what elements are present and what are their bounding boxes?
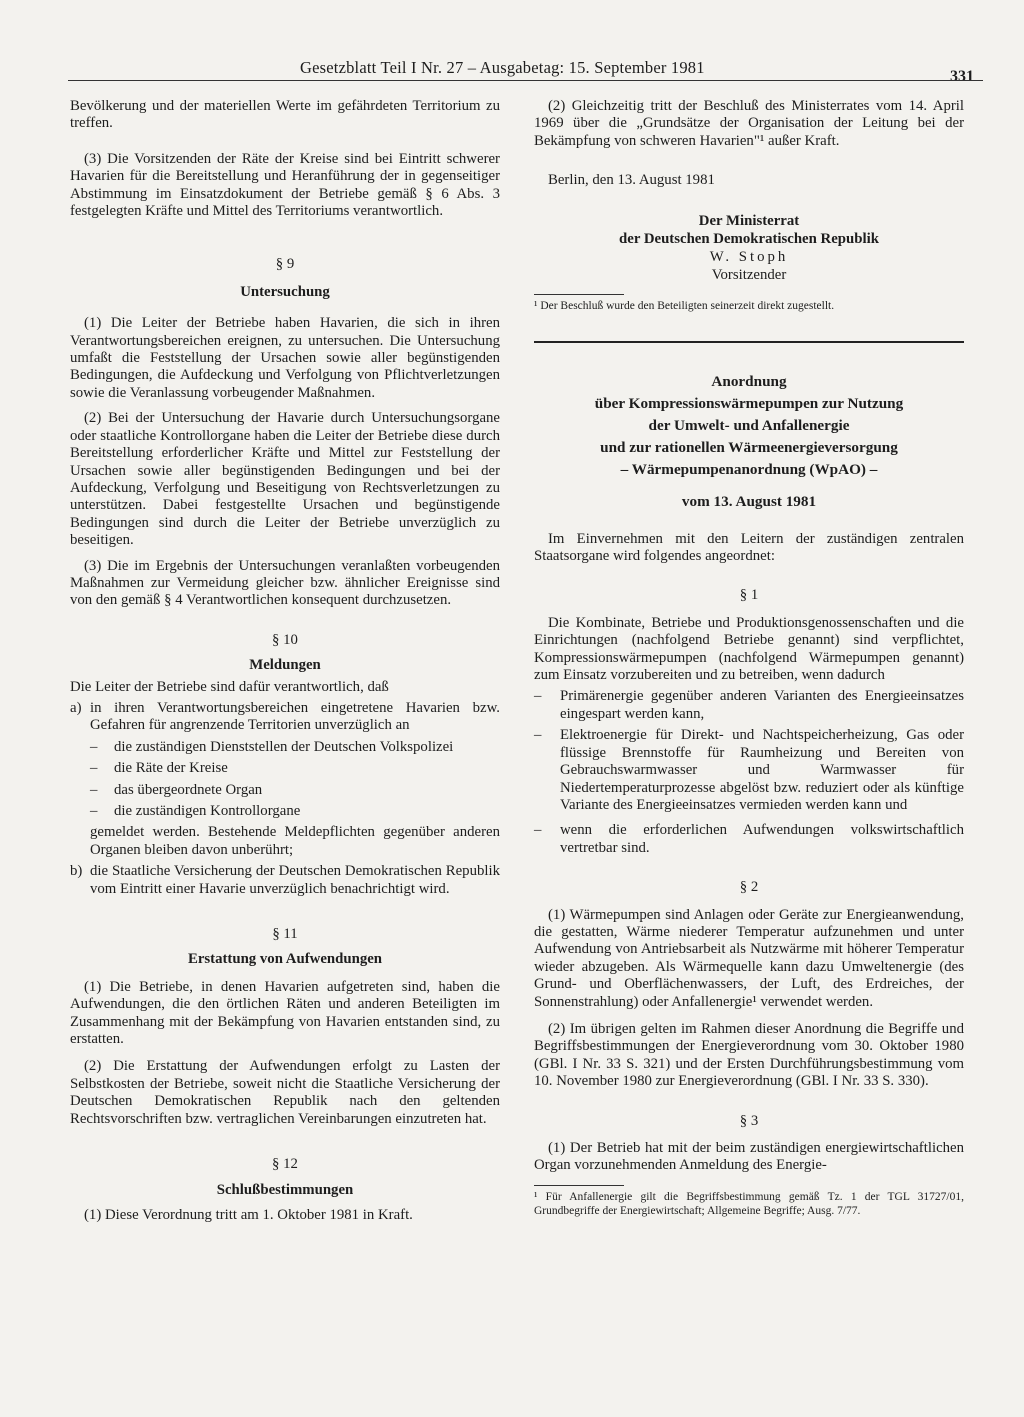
title-date: vom 13. August 1981 xyxy=(681,492,817,510)
list-marker-b: b) xyxy=(70,863,83,880)
sublist-text: das übergeordnete Organ xyxy=(114,781,263,798)
title-line: – Wärmepumpenanordnung (WpAO) – xyxy=(620,460,878,478)
header-rule xyxy=(68,80,983,81)
regulation-title xyxy=(534,371,964,513)
sublist-item xyxy=(70,739,500,756)
paragraph-11-1: (1) Die Betriebe, in denen Havarien aufgetreten sind, haben die Aufwendungen, die den örtlichen Räten und anderen Beteiligten im Zusammenhang mit der Bekämpfung von Havarien entstanden sind, zu erstatten. xyxy=(70,978,500,1048)
list-item-b xyxy=(70,863,500,898)
signature-body: Der Ministerrat xyxy=(698,212,800,229)
list-marker-a: a) xyxy=(70,699,82,716)
section-9-number: § 9 xyxy=(275,256,295,273)
paragraph-continued: Bevölkerung und der materiellen Werte im gefährdeten Territorium zu treffen. xyxy=(70,98,500,132)
list-text: Elektroenergie für Direkt- und Nachtspeicherheizung, Gas oder flüssige Brennstoffe für Raumheizung und Bereiten von Gebrauchswarmwasser und Warmwasser für Niedertemperaturprozesse abgelöst bzw. reduziert oder als künftige Variante des Energieeinsatzes vermieden werden kann und xyxy=(560,727,964,813)
section-9-title: Untersuchung xyxy=(240,283,330,300)
list-text-a: in ihren Verantwortungsbereichen eingetretene Havarien bzw. Gefahren für angrenzende Territorien unverzüglich an xyxy=(90,699,500,734)
sublist-text: die Räte der Kreise xyxy=(114,760,228,777)
list-text: wenn die erforderlichen Aufwendungen volkswirtschaftlich vertretbar sind. xyxy=(560,822,964,856)
dash-marker: – xyxy=(534,727,542,744)
section-2-number: § 2 xyxy=(739,879,759,896)
dash-marker: – xyxy=(534,822,542,839)
sublist-text: die zuständigen Kontrollorgane xyxy=(114,803,301,819)
paragraph-2-1: (1) Wärmepumpen sind Anlagen oder Geräte zur Energieanwendung, die gestatten, Wärme niederer Temperatur aufzunehmen und unter Aufwendung von Antriebsarbeit als Nutzwärme mit höherer Temperatur wieder abzugeben. Als Wärmequelle kann dazu Umweltenergie (des Grund- und Oberflächenwassers, der Luft, des Erdreiches, der Sonnenstrahlung) oder Anfallenergie¹ verwendet werden. xyxy=(534,906,964,1010)
section-11-number: § 11 xyxy=(272,926,298,943)
paragraph-2-2: (2) Im übrigen gelten im Rahmen dieser Anordnung die Begriffe und Begriffsbestimmungen der Energieverordnung vom 30. Oktober 1980 (GBl. I Nr. 33 S. 321) und der Ersten Durchführungsbestimmung vom 10. November 1980 zur Energieverordnung (GBl. I Nr. 33 S. 330). xyxy=(534,1020,964,1090)
signature-body-2: der Deutschen Demokratischen Republik xyxy=(619,230,879,247)
sublist-item xyxy=(70,760,500,777)
place-date: Berlin, den 13. August 1981 xyxy=(548,172,715,189)
footnote-rule xyxy=(534,294,624,295)
paragraph-8-3: (3) Die Vorsitzenden der Räte der Kreise sind bei Eintritt schwerer Havarien für die Bereitstellung und Heranführung der in gegenseitiger Abstimmung im Einsatzdokument der Betriebe gemäß § 6 Abs. 3 festgelegten Kräfte und Mittel des Territoriums verantwortlich. xyxy=(70,150,500,220)
section-10-title: Meldungen xyxy=(249,657,321,674)
section-12-number: § 12 xyxy=(272,1156,298,1173)
footnote-1: ¹ Der Beschluß wurde den Beteiligten seinerzeit direkt zugestellt. xyxy=(534,299,835,312)
section-12-title: Schlußbestimmungen xyxy=(216,1181,354,1198)
right-column xyxy=(534,98,964,1218)
header-title: Gesetzblatt Teil I Nr. 27 – Ausgabetag: 15. September 1981 xyxy=(300,58,705,77)
sublist-item xyxy=(70,803,500,820)
paragraph-9-3: (3) Die im Ergebnis der Untersuchungen veranlaßten vorbeugenden Maßnahmen zur Vermeidung gleicher bzw. ähnlicher Ereignisse sind von den gemäß § 4 Verantwortlichen konsequent durchzusetzen. xyxy=(70,557,500,609)
paragraph-12-1: (1) Diese Verordnung tritt am 1. Oktober 1981 in Kraft. xyxy=(84,1206,413,1223)
page-number: 331 xyxy=(950,68,974,85)
section-11-title: Erstattung von Aufwendungen xyxy=(187,951,383,968)
title-line: und zur rationellen Wärmeenergieversorgung xyxy=(600,438,898,456)
dash-marker: – xyxy=(90,781,98,798)
dash-marker: – xyxy=(534,688,542,705)
signature-role: Vorsitzender xyxy=(711,266,787,283)
sublist-text: die zuständigen Dienststellen der Deutschen Volkspolizei xyxy=(114,738,454,755)
dash-marker: – xyxy=(90,760,98,777)
list-item xyxy=(534,727,964,814)
signature-block xyxy=(534,212,964,284)
section-1-number: § 1 xyxy=(739,587,759,604)
title-line: der Umwelt- und Anfallenergie xyxy=(648,416,850,434)
title-line: Anordnung xyxy=(711,372,787,390)
dash-marker: – xyxy=(90,738,98,755)
title-line: über Kompressionswärmepumpen zur Nutzung xyxy=(594,394,904,412)
paragraph-12-2: (2) Gleichzeitig tritt der Beschluß des Ministerrates vom 14. April 1969 über die „Grundsätze der Organisation der Leitung bei der Bekämpfung von schweren Havarien"¹ außer Kraft. xyxy=(534,98,964,149)
paragraph-9-1: (1) Die Leiter der Betriebe haben Havarien, die sich in ihren Verantwortungsbereichen ereignen, zu untersuchen. Die Untersuchung umfaßt die Feststellung der Ursachen sowie aller begünstigenden Bedingungen, die Aufdeckung und Verfolgung von Pflichtverletzungen sowie die Veranlassung vorbeugender Maßnahmen. xyxy=(70,315,500,401)
paragraph-11-2: (2) Die Erstattung der Aufwendungen erfolgt zu Lasten der Selbstkosten der Betriebe, soweit nicht die Staatliche Versicherung der Deutschen Demokratischen Republik nach den geltenden Rechtsvorschriften bzw. vertraglichen Vereinbarungen einzutreten hat. xyxy=(70,1058,500,1127)
section-3-number: § 3 xyxy=(739,1112,759,1129)
paragraph-10-intro: Die Leiter der Betriebe sind dafür verantwortlich, daß xyxy=(70,678,389,695)
paragraph-9-2: (2) Bei der Untersuchung der Havarie durch Untersuchungsorgane oder staatliche Kontrollorgane haben die Leiter der Betriebe diese durch Bereitstellung erforderlicher Kräfte und Mittel zur Feststellung der Ursachen sowie aller begünstigenden Bedingungen und bei der Aufdeckung, Verfolgung und Beseitigung von Rechtsverletzungen zu unterstützen. Dabei festgestellte Ursachen und begünstigende Bedingungen sind durch die Leiter der Betriebe unverzüglich zu beseitigen. xyxy=(70,410,500,549)
dash-marker: – xyxy=(90,803,98,819)
sublist-item xyxy=(70,782,500,799)
list-item-a xyxy=(70,700,500,735)
paragraph-1-intro: Die Kombinate, Betriebe und Produktionsgenossenschaften und die Einrichtungen (nachfolgend Betriebe genannt) sind verpflichtet, Kompressionswärmepumpen (nachfolgend Wärmepumpen genannt) zum Einsatz vorzubereiten und zu betreiben, wenn dadurch xyxy=(534,614,964,684)
paragraph-3-1: (1) Der Betrieb hat mit der beim zuständigen energiewirtschaftlichen Organ vorzunehmenden Anmeldung des Energie- xyxy=(534,1140,964,1174)
section-10-number: § 10 xyxy=(272,631,298,648)
left-column xyxy=(70,98,500,1224)
list-text: Primärenergie gegenüber anderen Varianten des Energieeinsatzes eingespart werden kann, xyxy=(560,688,964,722)
list-item xyxy=(534,822,964,857)
list-a-continued: gemeldet werden. Bestehende Meldepflichten gegenüber anderen Organen bleiben davon unberührt; xyxy=(90,824,500,858)
footnote-2: ¹ Für Anfallenergie gilt die Begriffsbestimmung gemäß Tz. 1 der TGL 31727/01, Grundbegriffe der Energiewirtschaft; Allgemeine Begriffe; Ausg. 7/77. xyxy=(534,1190,964,1217)
signature-name: W. Stoph xyxy=(709,248,789,265)
list-text-b: die Staatliche Versicherung der Deutschen Demokratischen Republik vom Eintritt einer Havarie unverzüglich benachrichtigt wird. xyxy=(90,863,500,897)
list-item xyxy=(534,688,964,723)
footnote-rule xyxy=(534,1185,624,1186)
preamble: Im Einvernehmen mit den Leitern der zuständigen zentralen Staatsorgane wird folgendes angeordnet: xyxy=(534,530,964,565)
page-header xyxy=(68,58,986,85)
